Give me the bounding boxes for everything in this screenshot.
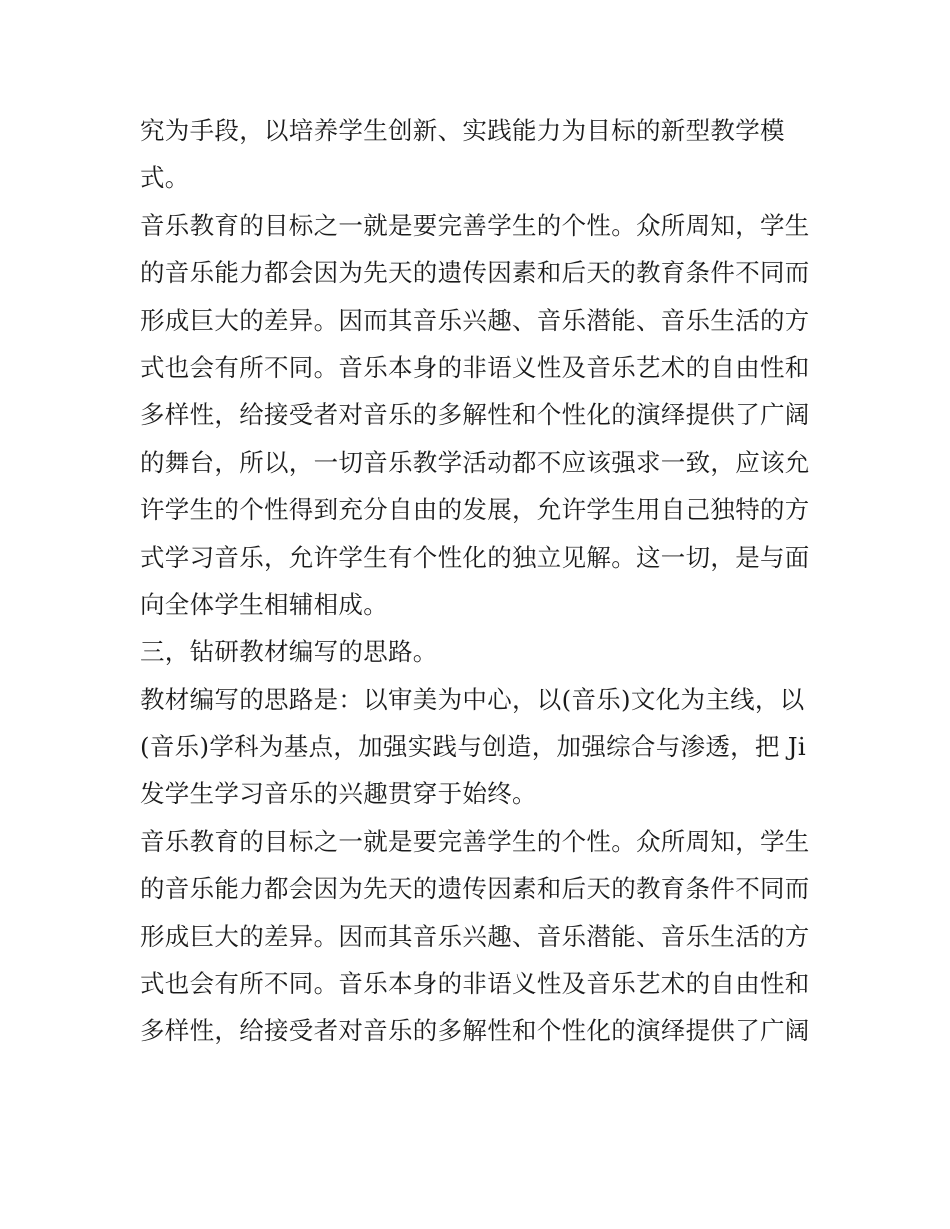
text-line: 的舞台，所以，一切音乐教学活动都不应该强求一致，应该允 (140, 447, 810, 477)
text-line: 多样性，给接受者对音乐的多解性和个性化的演绎提供了广阔 (140, 400, 810, 430)
text-line: 多样性，给接受者对音乐的多解性和个性化的演绎提供了广阔 (140, 1016, 810, 1046)
text-line: 式学习音乐，允许学生有个性化的独立见解。这一切，是与面 (140, 542, 810, 572)
section-heading: 三，钻研教材编写的思路。 (140, 637, 438, 667)
text-line: 形成巨大的差异。因而其音乐兴趣、音乐潜能、音乐生活的方 (140, 921, 810, 951)
text-line: 的音乐能力都会因为先天的遗传因素和后天的教育条件不同而 (140, 258, 810, 288)
text-line: 究为手段，以培养学生创新、实践能力为目标的新型教学模 (140, 116, 785, 145)
text-line: 许学生的个性得到充分自由的发展，允许学生用自己独特的方 (140, 495, 810, 525)
text-line: 的音乐能力都会因为先天的遗传因素和后天的教育条件不同而 (140, 874, 810, 904)
text-line: 形成巨大的差异。因而其音乐兴趣、音乐潜能、音乐生活的方 (140, 305, 810, 335)
text-line: (音乐)学科为基点，加强实践与创造，加强综合与渗透，把 Ji (140, 732, 807, 762)
text-line: 式也会有所不同。音乐本身的非语义性及音乐艺术的自由性和 (140, 352, 810, 382)
document-body (140, 107, 820, 1055)
text-line: 发学生学习音乐的兴趣贯穿于始终。 (140, 779, 537, 809)
text-line: 教材编写的思路是：以审美为中心，以(音乐)文化为主线，以 (140, 684, 805, 714)
text-line: 音乐教育的目标之一就是要完善学生的个性。众所周知，学生 (140, 826, 810, 856)
text-line: 向全体学生相辅相成。 (140, 589, 388, 619)
text-line: 音乐教育的目标之一就是要完善学生的个性。众所周知，学生 (140, 210, 810, 240)
text-line: 式也会有所不同。音乐本身的非语义性及音乐艺术的自由性和 (140, 969, 810, 999)
text-line: 式。 (140, 163, 190, 193)
